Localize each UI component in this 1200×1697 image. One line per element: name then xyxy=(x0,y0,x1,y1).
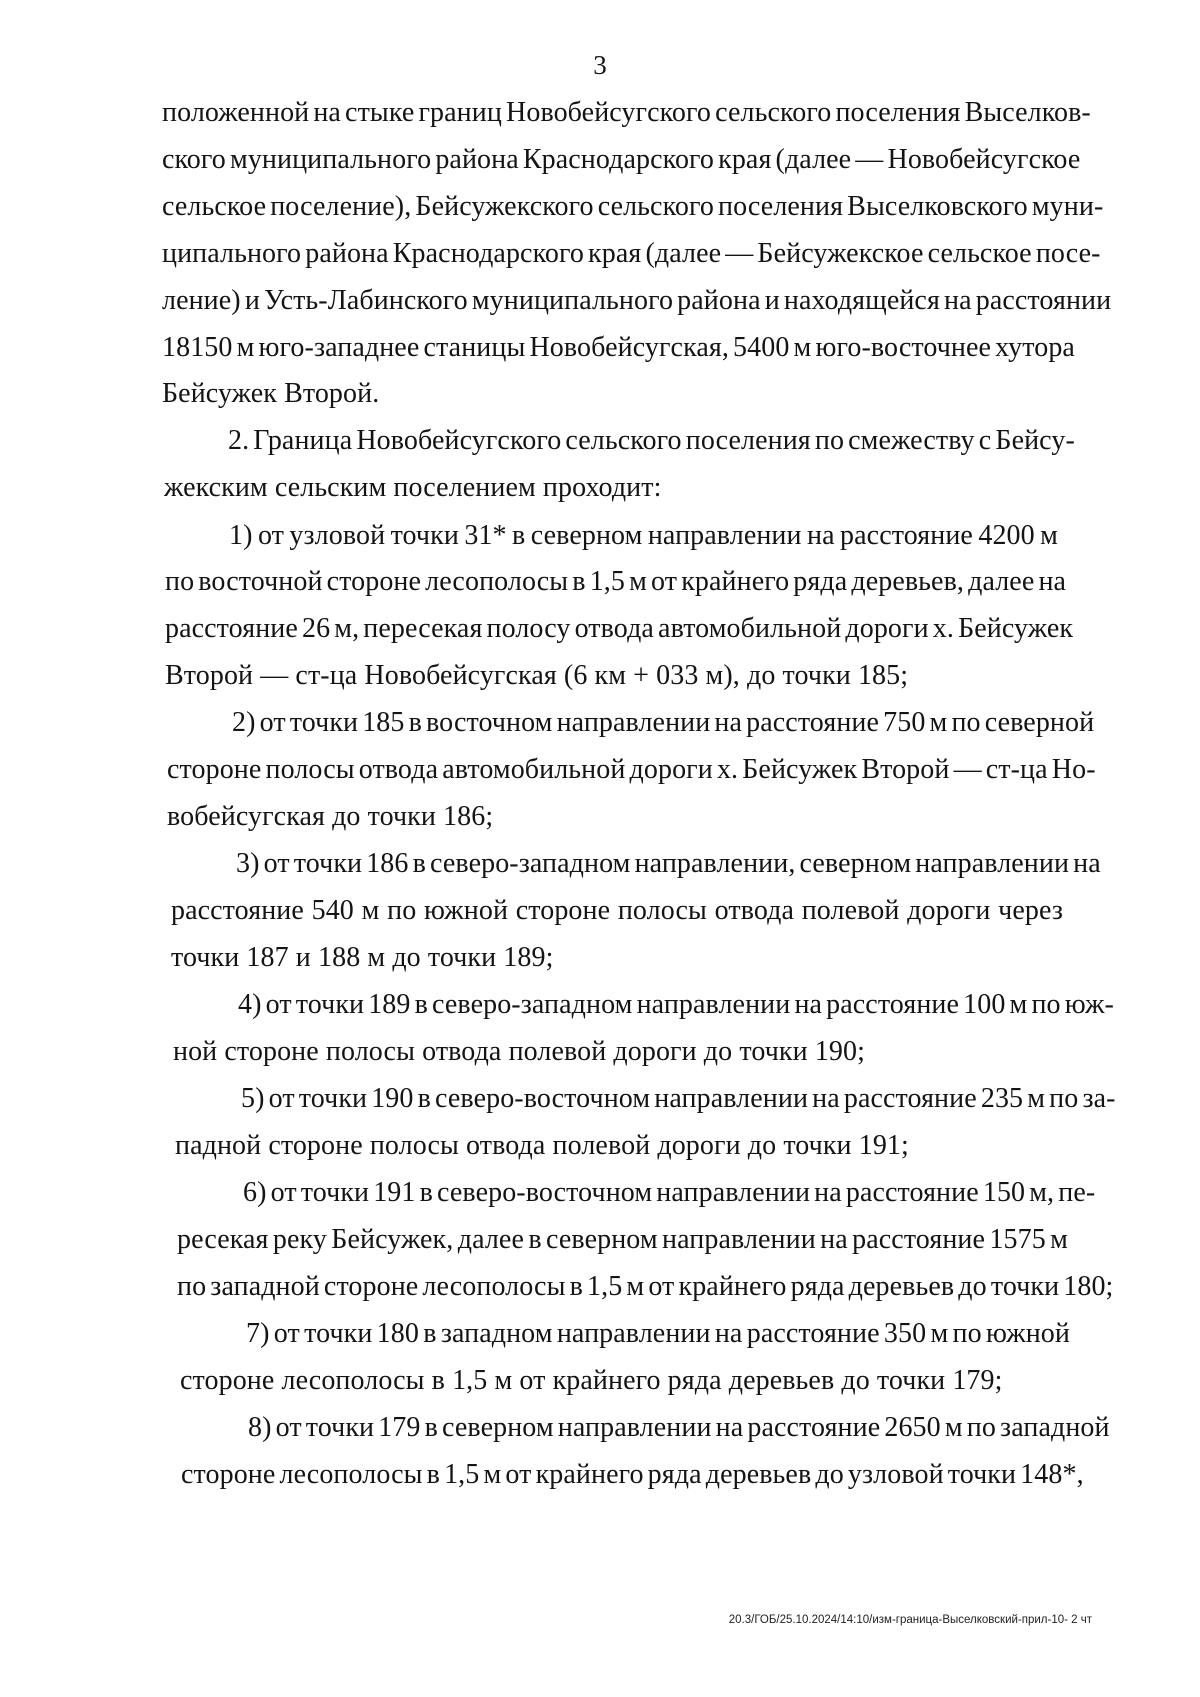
text-line: расстояние 540 м по южной стороне полосы отвода полевой дороги через xyxy=(171,895,1063,926)
text-line: ление) и Усть-Лабинского муниципального района и находящейся на расстоянии xyxy=(162,285,1112,316)
text-line: сельское поселение), Бейсужекского сельского поселения Выселковского муни- xyxy=(162,191,1104,222)
text-line: по западной стороне лесополосы в 1,5 м от крайнего ряда деревьев до точки 180; xyxy=(177,1271,1114,1302)
text-line: ципального района Краснодарского края (далее — Бейсужекское сельское посе- xyxy=(162,238,1101,269)
text-line: 6) от точки 191 в северо-восточном направлении на расстояние 150 м, пе- xyxy=(243,1177,1096,1208)
text-line: положенной на стыке границ Новобейсугского сельского поселения Выселков- xyxy=(162,97,1091,128)
document-footer-code: 20.3/ГОБ/25.10.2024/14:10/изм-граница-Выселковский-прил-10- 2 чт xyxy=(728,1614,1092,1626)
text-line: 1) от узловой точки 31* в северном направлении на расстояние 4200 м xyxy=(229,520,1058,551)
text-line: 3) от точки 186 в северо-западном направлении, северном направлении на xyxy=(236,848,1101,879)
text-line: жекским сельским поселением проходит: xyxy=(164,472,662,503)
text-line: вобейсугская до точки 186; xyxy=(167,801,494,832)
text-line: стороне лесополосы в 1,5 м от крайнего ряда деревьев до узловой точки 148*, xyxy=(181,1459,1084,1490)
text-line: падной стороне полосы отвода полевой дороги до точки 191; xyxy=(175,1130,909,1161)
text-line: 8) от точки 179 в северном направлении на расстояние 2650 м по западной xyxy=(248,1412,1110,1443)
text-line: ресекая реку Бейсужек, далее в северном направлении на расстояние 1575 м xyxy=(177,1224,1068,1255)
text-line: Второй — ст-ца Новобейсугская (6 км + 033 м), до точки 185; xyxy=(165,660,909,691)
text-line: стороне лесополосы в 1,5 м от крайнего ряда деревьев до точки 179; xyxy=(180,1365,1003,1396)
text-line: 2. Граница Новобейсугского сельского поселения по смежеству с Бейсу- xyxy=(228,425,1075,456)
text-line: 18150 м юго-западнее станицы Новобейсугская, 5400 м юго-восточнее хутора xyxy=(162,332,1075,363)
text-line: ной стороне полосы отвода полевой дороги до точки 190; xyxy=(173,1036,865,1067)
text-line: по восточной стороне лесополосы в 1,5 м от крайнего ряда деревьев, далее на xyxy=(165,566,1067,597)
text-line: 7) от точки 180 в западном направлении на расстояние 350 м по южной xyxy=(246,1318,1070,1349)
text-line: 2) от точки 185 в восточном направлении на расстояние 750 м по северной xyxy=(232,707,1095,738)
text-line: Бейсужек Второй. xyxy=(162,378,380,409)
text-line: ского муниципального района Краснодарского края (далее — Новобейсугское xyxy=(162,144,1081,175)
text-line: 4) от точки 189 в северо-западном направлении на расстояние 100 м по юж- xyxy=(238,989,1114,1020)
text-line: 5) от точки 190 в северо-восточном направлении на расстояние 235 м по за- xyxy=(241,1083,1116,1114)
text-line: расстояние 26 м, пересекая полосу отвода автомобильной дороги х. Бейсужек xyxy=(165,613,1074,644)
text-line: стороне полосы отвода автомобильной дороги х. Бейсужек Второй — ст-ца Но- xyxy=(167,754,1096,785)
text-line: точки 187 и 188 м до точки 189; xyxy=(171,942,554,973)
page-number: 3 xyxy=(593,50,607,80)
